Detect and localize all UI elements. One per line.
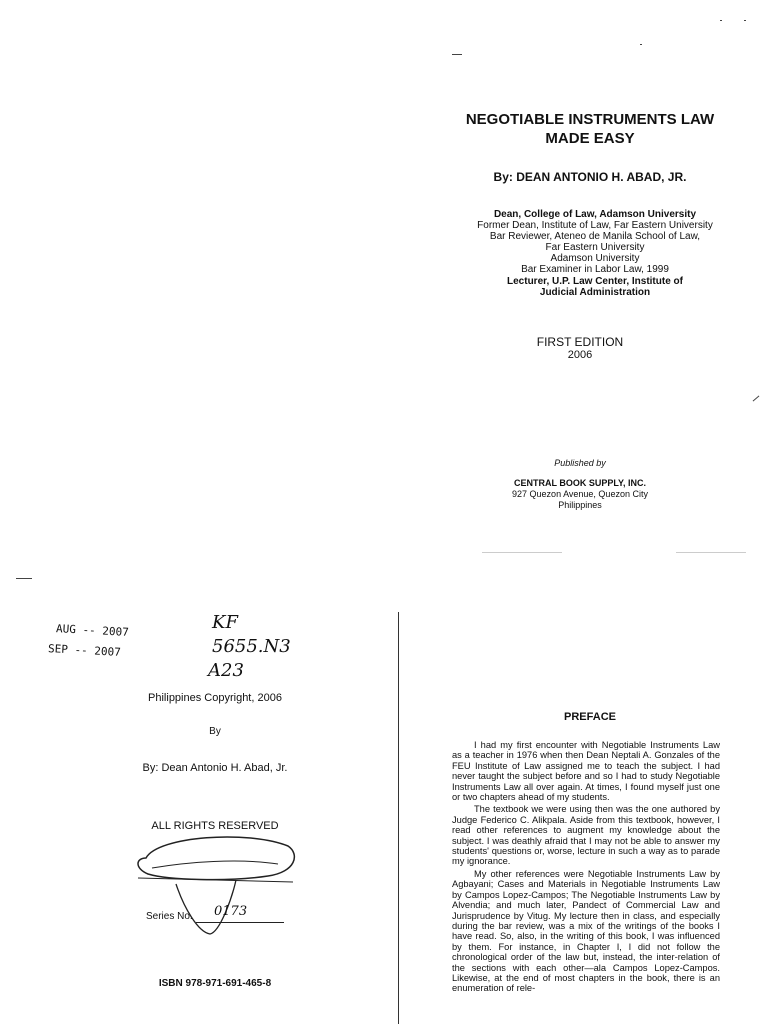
call-number-handwritten: KF	[212, 612, 238, 633]
publisher-block	[470, 478, 690, 511]
scan-speck	[16, 578, 32, 579]
book-title-line-1: NEGOTIABLE INSTRUMENTS LAW	[465, 111, 715, 128]
date-stamp: AUG -- 2007	[55, 622, 130, 639]
published-by: Published by	[554, 458, 606, 468]
credential-line: Former Dean, Institute of Law, Far Eastern University	[477, 220, 713, 231]
book-title-line-2: MADE EASY	[545, 130, 635, 147]
scan-speck	[482, 552, 562, 553]
credential-line: Dean, College of Law, Adamson University	[493, 209, 697, 220]
scan-speck	[640, 44, 642, 45]
scan-speck	[720, 20, 722, 21]
edition-block	[490, 336, 670, 362]
by-label: By	[209, 726, 221, 737]
isbn: ISBN 978-971-691-465-8	[158, 978, 272, 989]
credential-line: Lecturer, U.P. Law Center, Institute of	[507, 276, 683, 287]
preface-paragraph: I had my first encounter with Negotiable Instruments Law as a teacher in 1976 when then Dean Neptali A. Gonzales of the FEU Institute of Law assigned me to teach the subject. I had never taught the subject before and so I had to study Negotiable Instruments Law all over again. At times, I found myself just one or two chapters ahead of my students.	[452, 740, 720, 803]
call-number-handwritten: 5655.N3	[212, 636, 291, 657]
series-underline	[196, 922, 284, 923]
series-number: 0173	[214, 904, 248, 919]
book-title	[440, 110, 740, 148]
scan-speck	[676, 552, 746, 553]
copyright-notice: Philippines Copyright, 2006	[148, 692, 282, 704]
edition-year: 2006	[567, 349, 593, 361]
page-divider	[398, 612, 399, 1024]
edition: FIRST EDITION	[536, 335, 624, 349]
credential-line: Far Eastern University	[545, 242, 645, 253]
publisher-country: Philippines	[558, 500, 602, 510]
preface-heading: PREFACE	[564, 711, 616, 723]
scan-speck	[452, 54, 462, 55]
copyright-author: By: Dean Antonio H. Abad, Jr.	[142, 762, 288, 774]
preface-body	[452, 740, 720, 1024]
call-number-handwritten: A23	[208, 660, 244, 681]
series-label: Series No.	[146, 911, 193, 922]
credential-line: Adamson University	[550, 253, 640, 264]
credential-line: Judicial Administration	[539, 287, 651, 298]
credential-line: Bar Reviewer, Ateneo de Manila School of Law,	[489, 231, 701, 242]
scan-speck	[744, 20, 746, 21]
credential-line: Bar Examiner in Labor Law, 1999	[521, 264, 669, 275]
all-rights-reserved: ALL RIGHTS RESERVED	[151, 820, 279, 832]
date-stamp: SEP -- 2007	[47, 642, 122, 659]
scan-speck	[753, 396, 760, 402]
publisher-address: 927 Quezon Avenue, Quezon City	[512, 489, 648, 499]
publisher-name: CENTRAL BOOK SUPPLY, INC.	[513, 478, 647, 488]
preface-paragraph: My other references were Negotiable Instruments Law by Agbayani; Cases and Materials in Negotiable Instruments Law by Campos Lopez-Campos; The Negotiable Instruments Law by Alvendia; and much later, Pandect of Commercial Law and Jurisprudence by Vitug. My lecture then in class, and especially during the bar review, was a mix of the writings of the books I have read. So, also, in the writing of this book, I was influenced by them. For instance, in Chapter I, I did not follow the chronological order of the law but, instead, the inter-relation of the sections with each other—ala Campos Lopez-Campos. Likewise, at the end of most chapters in the book, there is an enumeration of rele-	[452, 868, 720, 994]
title-author: By: DEAN ANTONIO H. ABAD, JR.	[493, 170, 687, 184]
preface-paragraph: The textbook we were using then was the one authored by Judge Federico C. Alikpala. Aside from this textbook, however, I read other references to augment my knowledge about the subject. I was deathly afraid that I may not be able to answer my students' questions or, worse, lecture in such a way as to parade my ignorance.	[452, 804, 720, 867]
